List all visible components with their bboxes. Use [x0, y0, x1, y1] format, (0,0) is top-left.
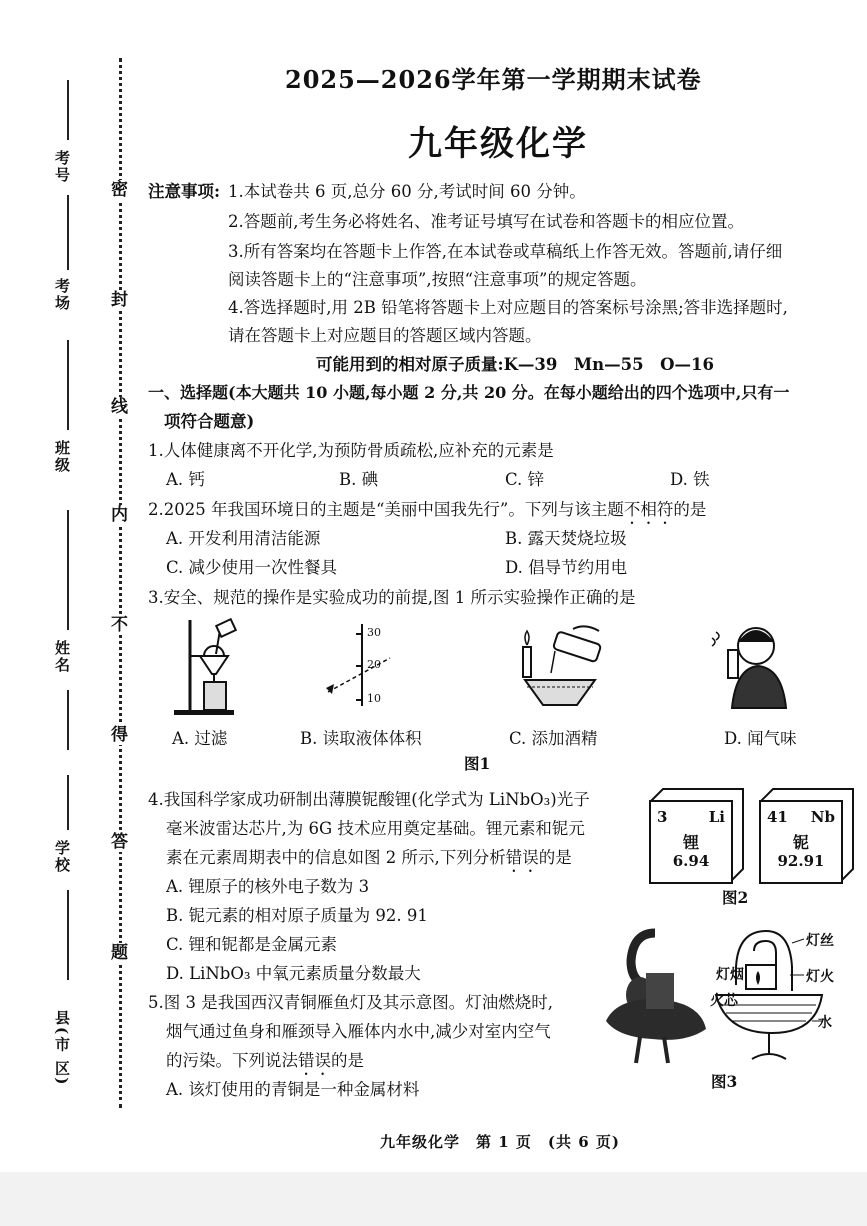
school-blank-lower[interactable]	[67, 890, 69, 980]
atomic-mass: 92.91	[777, 852, 825, 870]
question-stem	[166, 844, 572, 876]
option-a[interactable]: A. 开发利用清洁能源	[166, 529, 321, 548]
element-name: 锂	[682, 833, 699, 852]
name-blank-lower[interactable]	[67, 690, 69, 750]
question-stem: 3.安全、规范的操作是实验成功的前提,图 1 所示实验操作正确的是	[148, 588, 636, 607]
option-a[interactable]: A. 锂原子的核外电子数为 3	[166, 877, 370, 896]
atomic-number: 3	[657, 808, 668, 826]
option-d[interactable]: D. 倡导节约用电	[505, 558, 628, 577]
notice-label: 注意事项:	[148, 182, 221, 201]
question-stem: 1.人体健康离不开化学,为预防骨质疏松,应补充的元素是	[148, 441, 554, 460]
question-stem: 4.我国科学家成功研制出薄膜铌酸锂(化学式为 LiNbO₃)光子	[148, 790, 590, 809]
figure-label: 图3	[711, 1072, 738, 1091]
binding-field-county: 县(市 区)	[53, 1010, 71, 1087]
notice-item: 3.所有答案均在答题卡上作答,在本试卷或草稿纸上作答无效。答题前,请仔细	[228, 242, 783, 261]
diagram-label: 水	[818, 1015, 832, 1031]
seal-char: 不	[111, 615, 128, 635]
atomic-mass: 6.94	[672, 852, 710, 870]
cylinder-tick-label: 30	[367, 626, 381, 639]
notice-item: 1.本试卷共 6 页,总分 60 分,考试时间 60 分钟。	[228, 182, 586, 201]
question-stem	[166, 1047, 364, 1079]
exam-title: 2025—2026学年第一学期期末试卷	[285, 65, 702, 94]
stem-text: 2.2025 年我国环境日的主题是“美丽中国我先行”。下列与该主题	[148, 500, 624, 519]
filtration-illustration	[170, 618, 250, 718]
binding-field-name: 姓名	[53, 640, 71, 674]
option-d[interactable]: D. 铁	[670, 470, 710, 489]
seal-char: 密	[111, 180, 128, 200]
option-a[interactable]: A. 钙	[166, 470, 205, 489]
atomic-number: 41	[767, 808, 788, 826]
option-c[interactable]: C. 锂和铌都是金属元素	[166, 935, 338, 954]
element-card-niobium	[759, 800, 843, 884]
name-blank[interactable]	[67, 510, 69, 630]
figure-label: 图1	[464, 754, 491, 773]
school-blank[interactable]	[67, 775, 69, 830]
exam-subtitle: 九年级化学	[408, 124, 588, 164]
section-heading-cont: 项符合题意)	[164, 412, 255, 431]
stem-emphasis: 错误	[505, 848, 539, 867]
option-c[interactable]: C. 减少使用一次性餐具	[166, 558, 338, 577]
diagram-label: 火芯	[710, 993, 738, 1009]
graduated-cylinder-illustration	[320, 622, 400, 712]
binding-field-class: 班级	[53, 440, 71, 474]
stem-emphasis: 错误	[298, 1051, 331, 1070]
stem-emphasis: 不相符	[623, 500, 674, 519]
seal-char: 封	[111, 290, 128, 310]
bronze-lamp-photo	[600, 925, 710, 1070]
option-c[interactable]: C. 锌	[505, 470, 545, 489]
page-bottom-band	[0, 1172, 867, 1226]
element-symbol: Li	[708, 808, 725, 826]
class-blank[interactable]	[67, 340, 69, 430]
seal-char: 得	[111, 725, 128, 745]
seal-char: 内	[111, 505, 128, 525]
binding-field-exam-number: 考号	[53, 150, 71, 184]
smelling-illustration	[708, 620, 798, 710]
element-name: 铌	[792, 833, 809, 852]
option-b[interactable]: B. 读取液体体积	[300, 729, 422, 748]
option-c[interactable]: C. 添加酒精	[509, 729, 598, 748]
question-stem: 烟气通过鱼身和雁颈导入雁体内水中,减少对室内空气	[166, 1022, 551, 1041]
option-a[interactable]: A. 该灯使用的青铜是一种金属材料	[166, 1080, 420, 1099]
seal-char: 线	[111, 397, 128, 417]
exam-room-blank[interactable]	[67, 195, 69, 270]
diagram-label: 灯丝	[806, 933, 834, 949]
stem-text: 的是	[673, 500, 707, 519]
element-symbol: Nb	[810, 808, 835, 826]
stem-text: 的是	[538, 848, 572, 867]
binding-field-school: 学校	[53, 840, 71, 874]
page-footer: 九年级化学 第 1 页 (共 6 页)	[380, 1133, 620, 1151]
question-stem: 5.图 3 是我国西汉青铜雁鱼灯及其示意图。灯油燃烧时,	[148, 993, 553, 1012]
question-stem: 毫米波雷达芯片,为 6G 技术应用奠定基础。锂元素和铌元	[166, 819, 585, 838]
stem-text: 的是	[331, 1051, 364, 1070]
element-card-lithium	[649, 800, 733, 884]
diagram-label: 灯烟	[716, 967, 744, 983]
seal-char: 答	[111, 832, 128, 852]
atomic-mass-line: 可能用到的相对原子质量:K—39 Mn—55 O—16	[316, 355, 714, 374]
option-b[interactable]: B. 铌元素的相对原子质量为 92. 91	[166, 906, 428, 925]
figure-label: 图2	[722, 888, 749, 907]
alcohol-lamp-illustration	[515, 625, 610, 710]
stem-text: 素在元素周期表中的信息如图 2 所示,下列分析	[166, 848, 506, 867]
seal-char: 题	[111, 943, 128, 963]
notice-item: 请在答题卡上对应题目的答题区域内答题。	[228, 326, 542, 345]
section-heading: 一、选择题(本大题共 10 小题,每小题 2 分,共 20 分。在每小题给出的四个选项中,只有一	[148, 383, 790, 402]
option-b[interactable]: B. 露天焚烧垃圾	[505, 529, 627, 548]
cylinder-tick-label: 10	[367, 692, 381, 705]
option-a[interactable]: A. 过滤	[172, 729, 228, 748]
notice-item: 阅读答题卡上的“注意事项”,按照“注意事项”的规定答题。	[228, 270, 647, 289]
notice-item: 2.答题前,考生务必将姓名、准考证号填写在试卷和答题卡的相应位置。	[228, 212, 744, 231]
option-d[interactable]: D. 闻气味	[724, 729, 797, 748]
stem-text: 的污染。下列说法	[166, 1051, 298, 1070]
question-stem	[148, 496, 706, 528]
option-d[interactable]: D. LiNbO₃ 中氧元素质量分数最大	[166, 964, 421, 983]
cylinder-tick-label: 20	[367, 658, 381, 671]
option-b[interactable]: B. 碘	[339, 470, 379, 489]
binding-field-exam-room: 考场	[53, 278, 71, 312]
diagram-label: 灯火	[806, 969, 834, 985]
notice-item: 4.答选择题时,用 2B 铅笔将答题卡上对应题目的答案标号涂黑;答非选择题时,	[228, 298, 788, 317]
exam-number-blank[interactable]	[67, 80, 69, 140]
